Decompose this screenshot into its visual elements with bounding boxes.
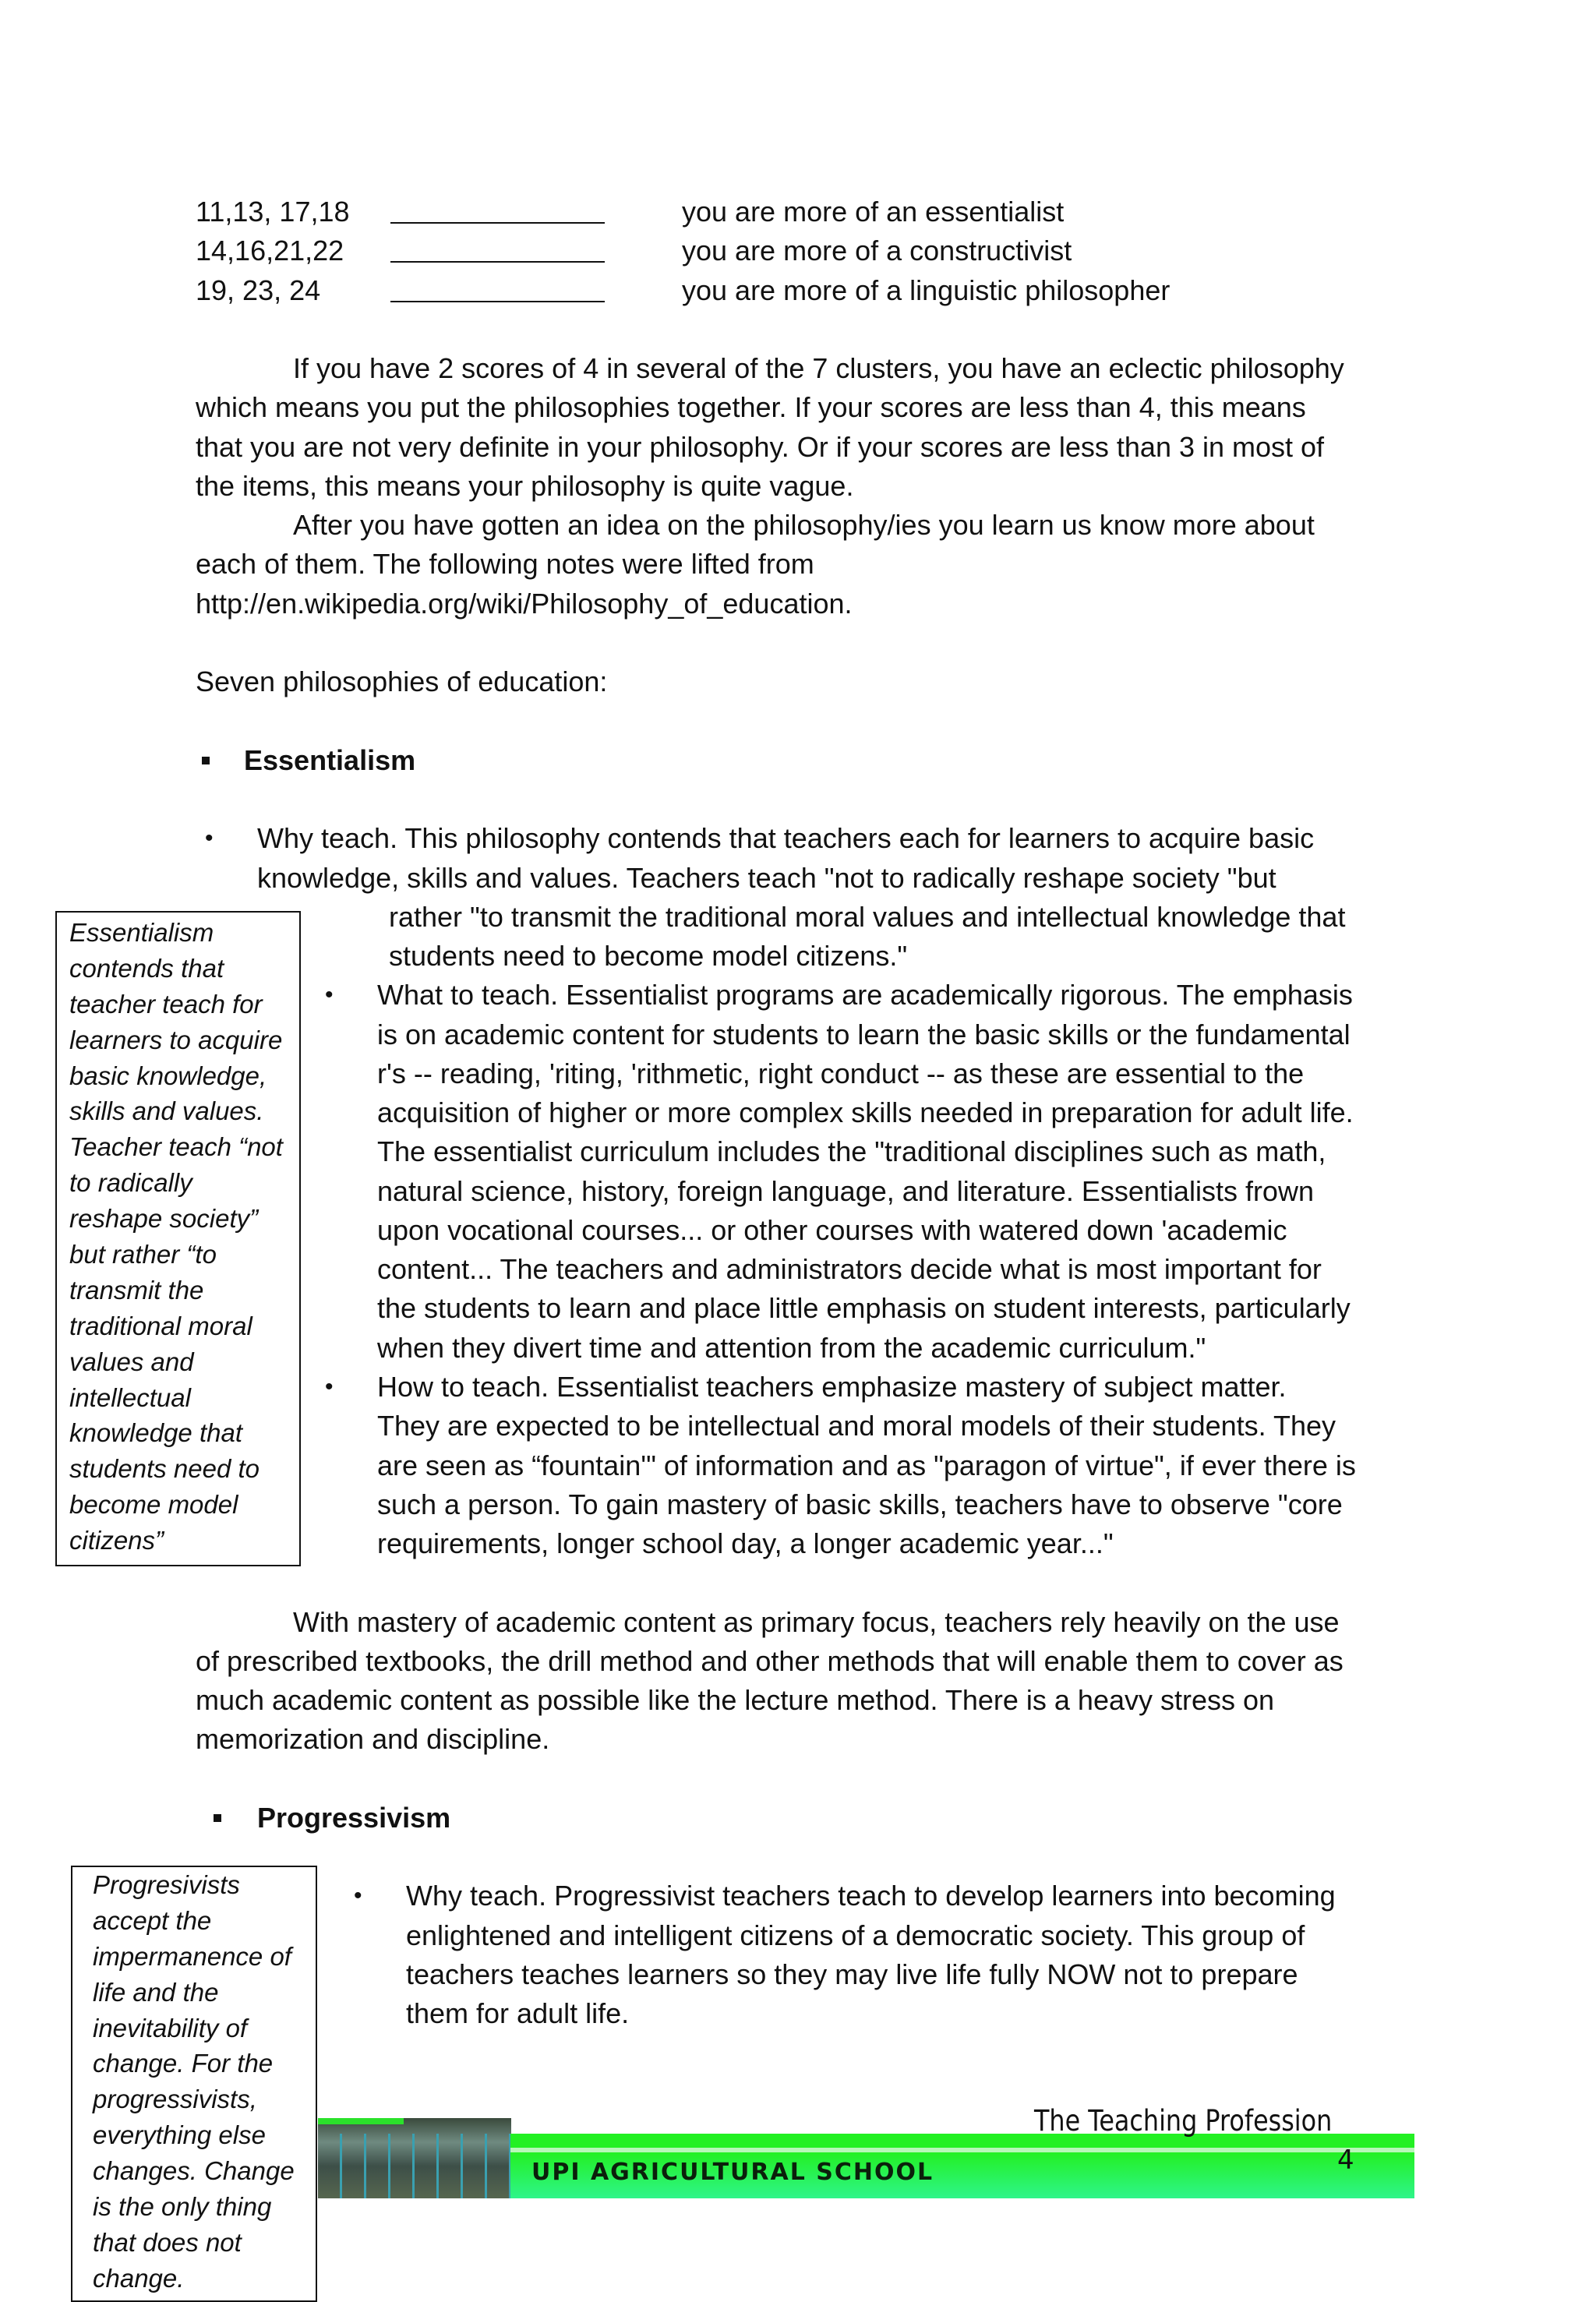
text-line: students need to become model citizens." <box>389 940 908 973</box>
footer-title: The Teaching Profession <box>1034 2104 1333 2138</box>
text-line: such a person. To gain mastery of basic skills, teachers have to observe "core <box>377 1488 1343 1520</box>
text-line: knowledge, skills and values. Teachers teach "not to radically reshape society "but <box>257 861 1276 894</box>
score-row <box>196 231 1427 270</box>
text-line: knowledge that <box>69 1418 242 1448</box>
text-line: life and the <box>93 1977 219 2007</box>
paragraph-eclectic <box>196 349 1427 506</box>
text-line: but rather “to <box>69 1240 217 1269</box>
text-line: teacher teach for <box>69 989 263 1019</box>
text-line: impermanence of <box>93 1941 291 1971</box>
bullet-why-teach <box>196 819 1427 898</box>
bullet-icon: • <box>325 982 334 1008</box>
document-body <box>196 192 1427 2033</box>
text-line: natural science, history, foreign language, and literature. Essentialists frown <box>377 1174 1314 1207</box>
text-line: become model <box>69 1490 238 1520</box>
text-line: traditional moral <box>69 1311 252 1340</box>
text-line: everything else <box>93 2120 266 2150</box>
text-line: With mastery of academic content as primary focus, teachers rely heavily on the use <box>293 1605 1340 1638</box>
square-bullet-icon <box>202 757 210 764</box>
text-line: that does not <box>93 2227 242 2257</box>
text-line: inevitability of <box>93 2013 248 2042</box>
text-line: After you have gotten an idea on the philosophy/ies you learn us know more about <box>293 509 1315 542</box>
sidebar-note-progressivism <box>71 1866 317 2302</box>
text-line: is the only thing <box>93 2192 272 2222</box>
square-bullet-icon <box>214 1814 221 1822</box>
bullet-prog-why-teach <box>196 1877 1427 2033</box>
score-row <box>196 271 1427 310</box>
paragraph-mastery <box>196 1603 1427 1760</box>
text-line: contends that <box>69 953 224 983</box>
bullet-text <box>377 1368 1427 1563</box>
text-line: If you have 2 scores of 4 in several of the 7 clusters, you have an eclectic philosophy <box>293 352 1344 385</box>
text-line: Why teach. Progressivist teachers teach to develop learners into becoming <box>406 1880 1336 1912</box>
text-line: intellectual <box>69 1382 191 1412</box>
score-result: you are more of a linguistic philosopher <box>682 274 1171 306</box>
text-line: of prescribed textbooks, the drill method and other methods that will enable them to cover as <box>196 1644 1344 1677</box>
text-line: What to teach. Essentialist programs are academically rigorous. The emphasis <box>377 979 1353 1012</box>
score-items: 14,16,21,22 <box>196 235 344 267</box>
score-items: 11,13, 17,18 <box>196 196 350 228</box>
text-line: upon vocational courses... or other courses with watered down 'academic <box>377 1213 1287 1246</box>
text-line: content... The teachers and administrators decide what is most important for <box>377 1253 1322 1286</box>
heading-progressivism <box>196 1799 1427 1838</box>
bullet-text <box>406 1877 1427 2033</box>
text-line: reshape society” <box>69 1204 259 1234</box>
text-line: Progresivists <box>93 1870 240 1899</box>
heading-essentialism <box>196 741 1427 780</box>
score-result: you are more of a constructivist <box>682 235 1072 267</box>
school-name: UPI AGRICULTURAL SCHOOL <box>531 2159 934 2186</box>
text-line: students need to <box>69 1454 260 1484</box>
text-line: How to teach. Essentialist teachers emphasize mastery of subject matter. <box>377 1370 1287 1403</box>
text-line: each of them. The following notes were lifted from <box>196 548 814 581</box>
score-row <box>196 192 1427 231</box>
text-line: the students to learn and place little emphasis on student interests, particularly <box>377 1292 1351 1325</box>
text-line: Why teach. This philosophy contends that teachers each for learners to acquire basic <box>257 822 1315 855</box>
bullet-text-continued <box>196 898 1427 976</box>
bullet-text <box>377 976 1427 1368</box>
score-items: 19, 23, 24 <box>196 274 321 306</box>
score-key <box>196 192 1427 310</box>
heading-text: Essentialism <box>244 743 416 776</box>
blank-line <box>390 271 605 302</box>
heading-text: Progressivism <box>257 1801 451 1834</box>
bullet-how-to-teach <box>196 1368 1427 1563</box>
intro-text: Seven philosophies of education: <box>196 666 608 698</box>
text-line: transmit the <box>69 1275 204 1305</box>
sidebar-note-essentialism <box>55 911 301 1566</box>
text-line: is on academic content for students to learn the basic skills or the fundamental <box>377 1018 1351 1050</box>
bullet-icon: • <box>205 825 214 852</box>
text-line: enlightened and intelligent citizens of a democratic society. This group of <box>406 1919 1305 1951</box>
text-line: skills and values. <box>69 1096 264 1126</box>
page-number: 4 <box>1337 2145 1354 2176</box>
text-line: changes. Change <box>93 2156 295 2186</box>
text-line: teachers teaches learners so they may live life fully NOW not to prepare <box>406 1958 1298 1990</box>
text-line: memorization and discipline. <box>196 1723 550 1756</box>
text-line: Teacher teach “not <box>69 1132 283 1162</box>
school-building-photo <box>318 2118 511 2198</box>
text-line: They are expected to be intellectual and moral models of their students. They <box>377 1410 1336 1442</box>
text-line: which means you put the philosophies together. If your scores are less than 4, this means <box>196 391 1306 424</box>
text-line: change. <box>93 2263 185 2293</box>
text-line: are seen as “fountain'" of information and as "paragon of virtue", if ever there is <box>377 1449 1356 1481</box>
text-line: values and <box>69 1347 194 1376</box>
text-line: that you are not very definite in your philosophy. Or if your scores are less than 3 in most of <box>196 430 1325 463</box>
score-result: you are more of an essentialist <box>682 196 1065 228</box>
text-line: rather "to transmit the traditional moral values and intellectual knowledge that <box>389 900 1346 933</box>
text-line: progressivists, <box>93 2085 257 2114</box>
text-line: them for adult life. <box>406 1997 630 2030</box>
text-line: The essentialist curriculum includes the "traditional disciplines such as math, <box>377 1135 1326 1168</box>
text-line: basic knowledge, <box>69 1061 267 1090</box>
paragraph-notes-source <box>196 506 1427 623</box>
text-line: to radically <box>69 1168 192 1198</box>
text-line: the items, this means your philosophy is quite vague. <box>196 469 854 502</box>
bullet-what-to-teach <box>196 976 1427 1368</box>
text-line: acquisition of higher or more complex skills needed in preparation for adult life. <box>377 1096 1354 1129</box>
text-line: Essentialism <box>69 918 214 947</box>
text-line: citizens” <box>69 1526 164 1555</box>
blank-line <box>390 231 605 263</box>
text-line: http://en.wikipedia.org/wiki/Philosophy_of_education. <box>196 587 853 620</box>
bullet-icon: • <box>325 1373 334 1400</box>
bullet-icon: • <box>354 1883 362 1909</box>
text-line: requirements, longer school day, a longer academic year..." <box>377 1527 1114 1560</box>
bullet-text <box>257 819 1427 898</box>
text-line: change. For the <box>93 2049 274 2078</box>
text-line: learners to acquire <box>69 1025 283 1054</box>
blank-line <box>390 192 605 224</box>
text-line: accept the <box>93 1905 212 1935</box>
text-line: r's -- reading, 'riting, 'rithmetic, right conduct -- as these are essential to the <box>377 1057 1305 1089</box>
text-line: much academic content as possible like the lecture method. There is a heavy stress on <box>196 1684 1275 1717</box>
text-line: when they divert time and attention from the academic curriculum." <box>377 1331 1206 1364</box>
